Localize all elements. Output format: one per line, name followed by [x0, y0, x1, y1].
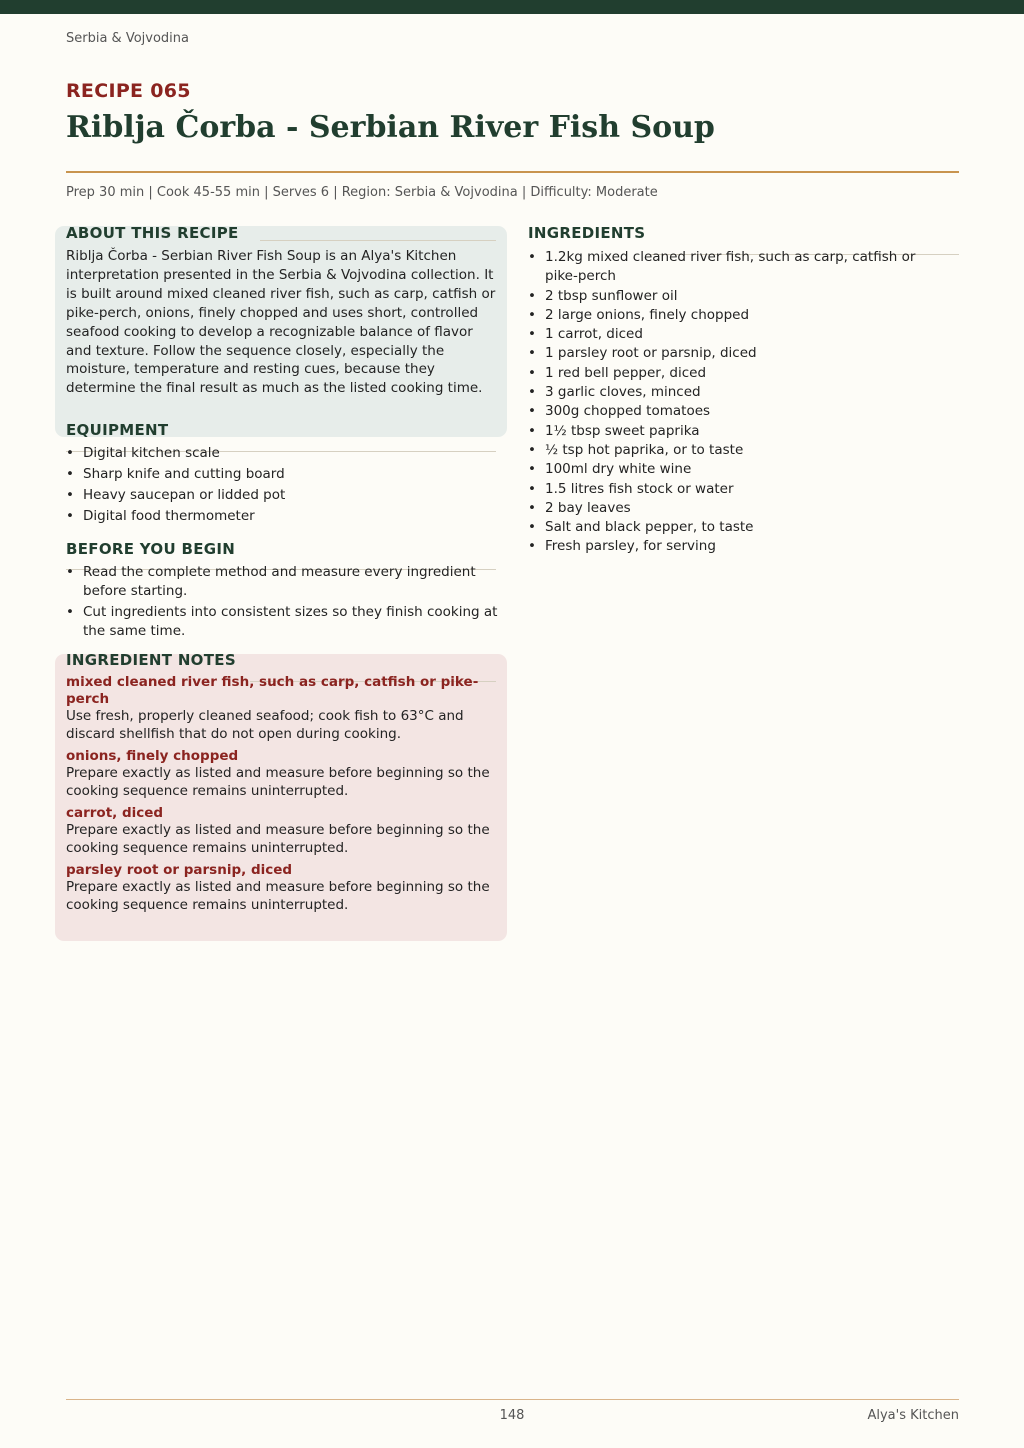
ingredient-notes-heading: INGREDIENT NOTES	[66, 651, 236, 669]
note-ingredient-name: onions, finely chopped	[66, 748, 239, 764]
ingredient-item: • 1½ tbsp sweet paprika	[528, 422, 948, 441]
before-you-begin-heading: BEFORE YOU BEGIN	[66, 540, 236, 558]
ingredient-item: • 1 carrot, diced	[528, 325, 948, 344]
ingredient-item: • Salt and black pepper, to taste	[528, 518, 948, 537]
equipment-list	[66, 444, 506, 528]
prep-tip: • Cut ingredients into consistent sizes so they finish cooking at the same time.	[66, 603, 506, 641]
recipe-number: RECIPE 065	[66, 80, 191, 102]
ingredients-heading: INGREDIENTS	[528, 224, 646, 242]
equipment-item: • Heavy saucepan or lidded pot	[66, 486, 506, 505]
footer-divider	[66, 1399, 959, 1400]
title-divider	[66, 171, 959, 173]
note-text: Prepare exactly as listed and measure before beginning so the cooking sequence remains uninterrupted.	[66, 765, 490, 799]
ingredient-item: • 3 garlic cloves, minced	[528, 383, 948, 402]
note-text: Prepare exactly as listed and measure before beginning so the cooking sequence remains uninterrupted.	[66, 822, 490, 856]
note-text: Use fresh, properly cleaned seafood; cook fish to 63°C and discard shellfish that do not open during cooking.	[66, 708, 464, 742]
ingredient-item: • 1.5 litres fish stock or water	[528, 480, 948, 499]
equipment-item: • Sharp knife and cutting board	[66, 465, 506, 484]
note-text: Prepare exactly as listed and measure before beginning so the cooking sequence remains uninterrupted.	[66, 879, 490, 913]
ingredient-notes	[66, 674, 498, 919]
ingredient-item: • 2 tbsp sunflower oil	[528, 287, 948, 306]
prep-tip: • Read the complete method and measure every ingredient before starting.	[66, 563, 506, 601]
page-title: Riblja Čorba - Serbian River Fish Soup	[66, 110, 715, 145]
ingredient-item: • 300g chopped tomatoes	[528, 402, 948, 421]
about-text: Riblja Čorba - Serbian River Fish Soup is an Alya's Kitchen interpretation presented in the Serbia & Vojvodina collection. It is built around mixed cleaned river fish, such as carp, catfish or pike-perch, onions, finely chopped and uses short, controlled seafood cooking to develop a recognizable balance of flavor and texture. Follow the sequence closely, especially the moisture, temperature and resting cues, because they determine the final result as much as the listed cooking time.	[66, 248, 496, 397]
ingredient-item: • 2 large onions, finely chopped	[528, 306, 948, 325]
header-band	[0, 0, 1024, 14]
note-ingredient-name: mixed cleaned river fish, such as carp, catfish or pike-perch	[66, 674, 479, 707]
ingredient-item: • 1 parsley root or parsnip, diced	[528, 344, 948, 363]
running-head: Serbia & Vojvodina	[66, 31, 189, 46]
note-ingredient-name: parsley root or parsnip, diced	[66, 862, 293, 878]
ingredient-item: • 1.2kg mixed cleaned river fish, such as carp, catfish or pike-perch	[528, 248, 948, 287]
footer-brand: Alya's Kitchen	[867, 1408, 959, 1423]
ingredient-item: • 2 bay leaves	[528, 499, 948, 518]
about-heading-rule	[260, 240, 496, 241]
equipment-item: • Digital kitchen scale	[66, 444, 506, 463]
recipe-meta: Prep 30 min | Cook 45-55 min | Serves 6 | Region: Serbia & Vojvodina | Difficulty: Moderate	[66, 185, 658, 200]
equipment-heading: EQUIPMENT	[66, 421, 169, 439]
equipment-item: • Digital food thermometer	[66, 507, 506, 526]
ingredient-item: • ½ tsp hot paprika, or to taste	[528, 441, 948, 460]
ingredients-list	[528, 248, 948, 557]
about-heading: ABOUT THIS RECIPE	[66, 224, 239, 242]
page-number: 148	[499, 1408, 525, 1423]
note-ingredient-name: carrot, diced	[66, 805, 164, 821]
before-you-begin-list	[66, 563, 506, 643]
ingredient-item: • 1 red bell pepper, diced	[528, 364, 948, 383]
ingredient-item: • 100ml dry white wine	[528, 460, 948, 479]
ingredient-item: • Fresh parsley, for serving	[528, 537, 948, 556]
